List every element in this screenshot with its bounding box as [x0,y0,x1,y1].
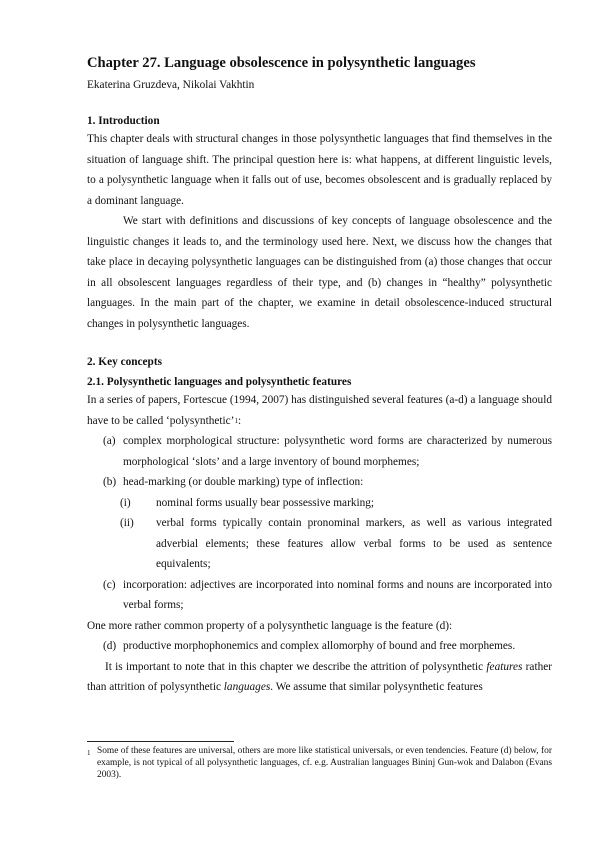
features-intro-colon: : [237,414,242,427]
subfeature-text: nominal forms usually bear possessive marking; [156,496,375,509]
feature-text: productive morphophonemics and complex allomorphy of bound and free morphemes. [123,640,516,652]
feature-label: (d) [103,640,117,652]
section-1-heading: 1. Introduction [87,115,160,127]
footnote-text: Some of these features are universal, others are more like statistical universals, or even tendencies. Feature (d) below, for example, is not typical of all polysynthetic languages, cf. e.g. Australian languages Bininj Gun-wok and Dalabon (Evans 2003). [97,746,552,780]
intro-paragraph-1: This chapter deals with structural changes in those polysynthetic languages that find themselves in the situation of language shift. The principal question here is: what happens, at different linguistic levels, to a polysynthetic language when it falls out of use, becomes obsolescent and is gradually replaced by a dominant language. [87,133,552,207]
footnote-marker: 1 [234,416,238,425]
closing-emphasis-features: features [486,660,523,673]
feature-text: incorporation: adjectives are incorporated into nominal forms and nouns are incorporated into verbal forms; [123,578,552,611]
intro-paragraph-2: We start with definitions and discussions of key concepts of language obsolescence and the linguistic changes it leads to, and the terminology used here. Next, we discuss how the changes that take place in decaying polysynthetic languages can be distinguished from (a) those changes that occur in all obsolescent languages regardless of their type, and (b) changes in “healthy” polysynthetic languages. In the main part of the chapter, we examine in detail obsolescence-induced structural changes in polysynthetic languages. [87,215,552,330]
closing-emphasis-languages: languages [223,681,271,693]
subfeature-label: (ii) [120,517,134,529]
closing-text-b: rather than attrition of polysynthetic [87,660,553,693]
closing-paragraph [87,657,552,698]
authors: Ekaterina Gruzdeva, Nikolai Vakhtin [87,79,255,91]
features-intro [87,390,552,431]
feature-text: head-marking (or double marking) type of inflection: [123,476,364,488]
chapter-title: Chapter 27. Language obsolescence in polysynthetic languages [87,55,476,71]
feature-label: (a) [103,435,116,447]
footnote-number: 1 [87,749,91,757]
feature-b-i [87,493,552,514]
subsection-2-1-heading: 2.1. Polysynthetic languages and polysynthetic features [87,376,352,388]
closing-text-a: It is important to note that in this chapter we describe the attrition of polysynthetic [105,660,487,673]
feature-text: complex morphological structure: polysynthetic word forms are characterized by numerous morphological ‘slots’ and a large inventory of bound morphemes; [123,435,552,468]
subfeature-text: verbal forms typically contain pronominal markers, as well as various integrated adverbial elements; these features allow verbal forms to be used as sentence equivalents; [156,517,552,570]
subfeature-label: (i) [120,496,131,509]
feature-b-ii [87,513,552,575]
feature-d-intro: One more rather common property of a polysynthetic language is the feature (d): [87,619,453,632]
section-2-heading: 2. Key concepts [87,356,162,368]
feature-label: (b) [103,476,117,488]
footnote-divider [87,741,234,742]
page-body [87,54,552,698]
features-intro-text: In a series of papers, Fortescue (1994, 2007) has distinguished several features (a-d) a language should have to be called ‘polysynthetic’ [87,394,552,427]
feature-label: (c) [103,578,116,591]
footnote [87,745,552,781]
feature-c [87,575,552,616]
feature-b [87,472,552,493]
feature-a [87,431,552,472]
feature-d [87,636,552,657]
closing-text-c: . We assume that similar polysynthetic features [270,681,483,693]
